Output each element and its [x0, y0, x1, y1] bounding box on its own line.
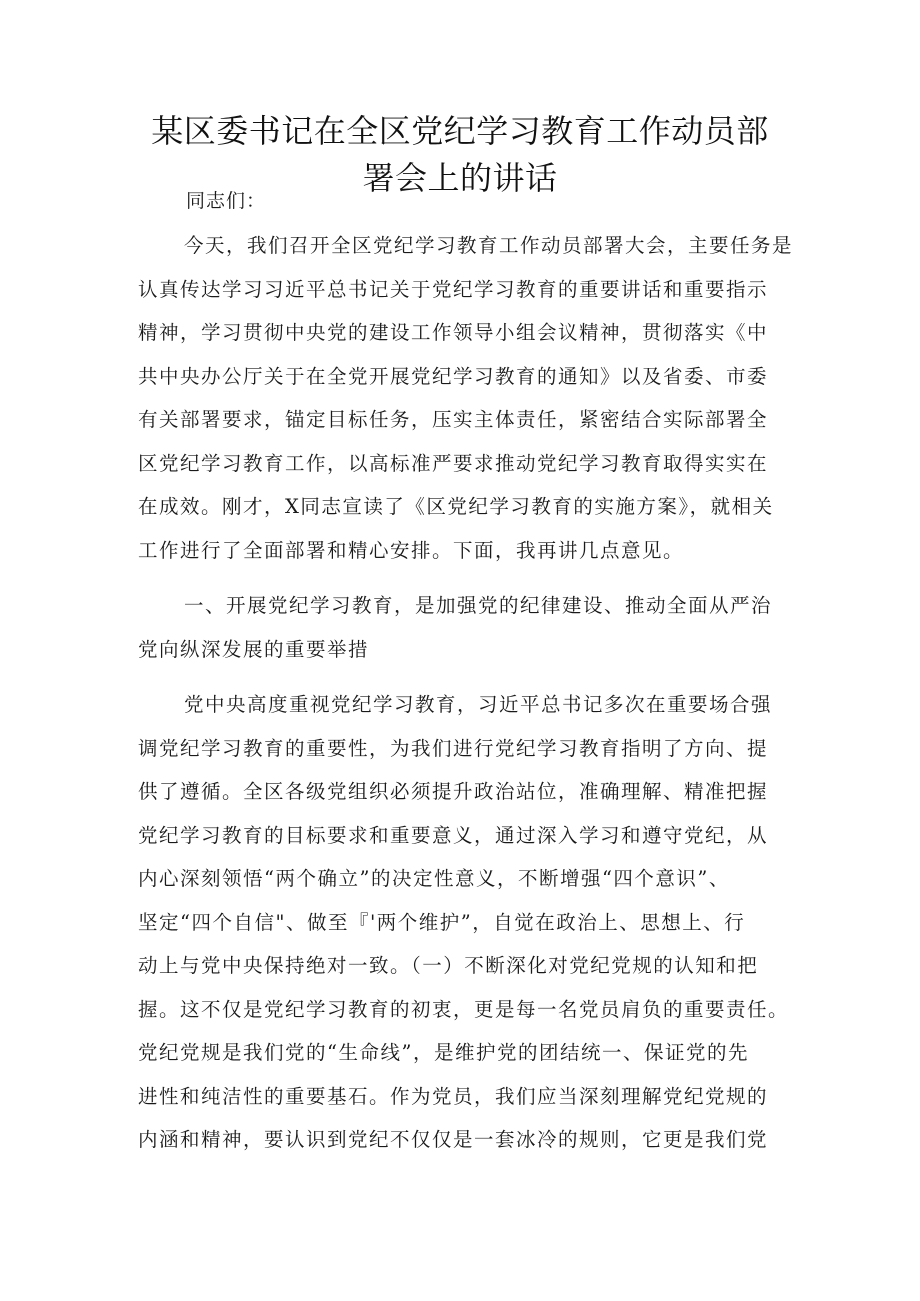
text-line: 在成效。刚才，X同志宣读了《区党纪学习教育的实施方案》，就相关 [138, 495, 774, 518]
text-line: 坚定“四个自信"、做至『'两个维护”，自觉在政治上、思想上、行 [138, 910, 746, 934]
text-line: 今天，我们召开全区党纪学习教育工作动员部署大会，主要任务是 [184, 234, 794, 257]
text-line: 一、开展党纪学习教育，是加强党的纪律建设、推动全面从严治 [184, 594, 773, 617]
text-line: 工作进行了全面部署和精心安排。下面，我再讲几点意见。 [138, 538, 685, 562]
text-line: 共中央办公厅关于在全党开展党纪学习教育的通知》以及省委、市委 [138, 364, 769, 388]
text-line: 动上与党中央保持绝对一致。（一）不断深化对党纪党规的认知和把 [138, 954, 759, 977]
document-body [138, 224, 798, 1174]
text-line: 供了遵循。全区各级党组织必须提升政治站位，准确理解、精准把握 [138, 780, 769, 803]
paragraph-2 [138, 683, 798, 1162]
salutation: 同志们： [186, 190, 267, 212]
title-line-1: 某区委书记在全区党纪学习教育工作动员部 [151, 112, 769, 150]
text-line: 有关部署要求，锚定目标任务，压实主体责任，紧密结合实际部署全 [138, 408, 769, 431]
text-line: 内心深刻领悟“两个确立”的决定性意义，不断增强“四个意识”、 [138, 867, 730, 890]
text-line: 党向纵深发展的重要举措 [138, 637, 370, 661]
text-line: 党中央高度重视党纪学习教育，习近平总书记多次在重要场合强 [184, 693, 773, 716]
text-line: 内涵和精神，要认识到党纪不仅仅是一套冰冷的规则，它更是我们党 [138, 1128, 769, 1151]
text-line: 党纪学习教育的目标要求和重要意义，通过深入学习和遵守党纪，从 [138, 823, 769, 847]
text-line: 区党纪学习教育工作，以高标准严要求推动党纪学习教育取得实实在 [138, 451, 769, 475]
text-line: 认真传达学习习近平总书记关于党纪学习教育的重要讲话和重要指示 [138, 277, 769, 301]
text-line: 党纪党规是我们党的“生命线”，是维护党的团结统一、保证党的先 [138, 1041, 749, 1064]
paragraph-1 [138, 224, 798, 572]
text-line: 精神，学习贯彻中央党的建设工作领导小组会议精神，贯彻落实《中 [138, 321, 769, 344]
text-line: 调党纪学习教育的重要性，为我们进行党纪学习教育指明了方向、提 [138, 736, 769, 760]
text-line: 进性和纯洁性的重要基石。作为党员，我们应当深刻理解党纪党规的 [138, 1084, 769, 1108]
title-line-2: 署会上的讲话 [362, 159, 558, 197]
section-heading-1 [138, 584, 798, 671]
text-line: 握。这不仅是党纪学习教育的初衷，更是每一名党员肩负的重要责任。 [138, 997, 790, 1021]
